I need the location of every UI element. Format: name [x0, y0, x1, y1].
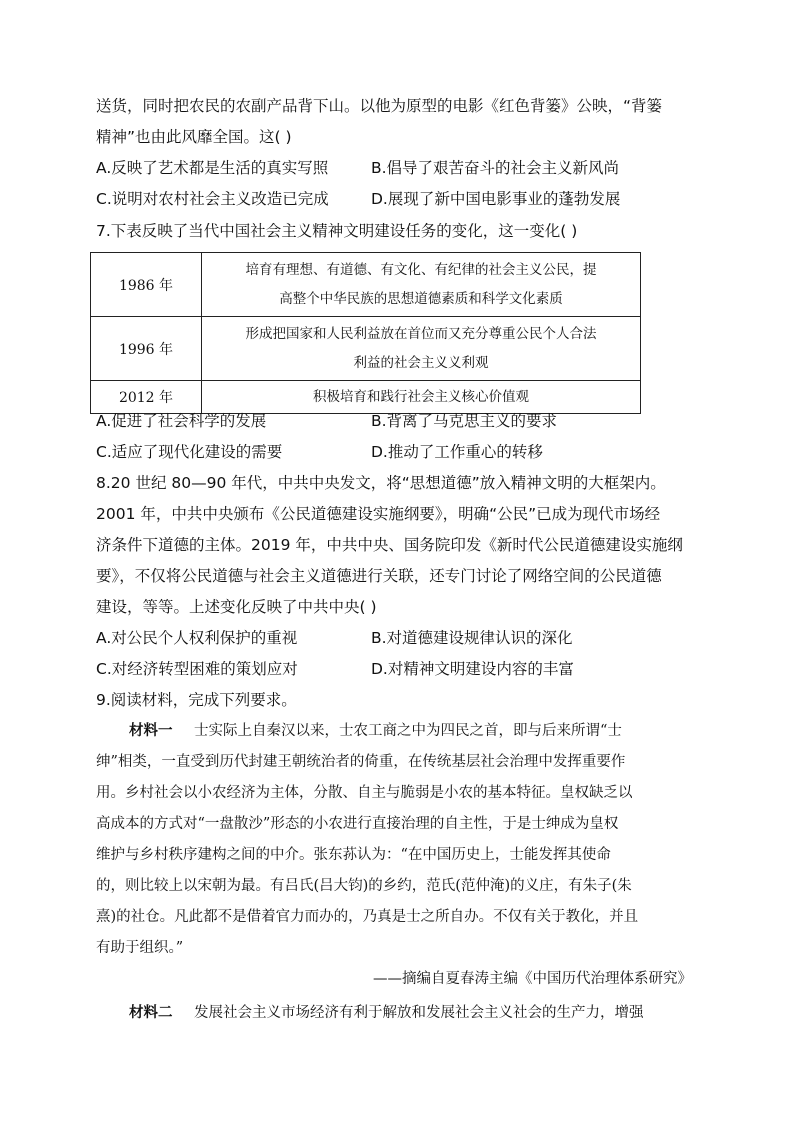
q7-option-c: C.适应了现代化建设的需要: [96, 443, 283, 461]
material-1-line: 士实际上自秦汉以来，士农工商之中为四民之首，即与后来所谓“士: [194, 723, 622, 739]
material-2-label: 材料二: [129, 1004, 173, 1021]
q6-option-d: D.展现了新中国电影事业的蓬勃发展: [371, 190, 621, 208]
q8-stem-line-1: 8.20 世纪 80—90 年代，中共中央发文，将“思想道德”放入精神文明的大框架内。: [96, 474, 666, 492]
material-1-source: ——摘编自夏春涛主编《中国历代治理体系研究》: [373, 971, 692, 987]
q8-option-b: B.对道德建设规律认识的深化: [371, 629, 573, 647]
q8-stem-line-5: 建设，等等。上述变化反映了中共中央( ): [96, 598, 377, 616]
q8-stem-line-4: 要》，不仅将公民道德与社会主义道德进行关联，还专门讨论了网络空间的公民道德: [96, 567, 662, 585]
q6-option-c: C.说明对农村社会主义改造已完成: [96, 190, 329, 208]
material-1-line: 的，则比较上以宋朝为最。有吕氏(吕大钧)的乡约，范氏(范仲淹)的义庄，有朱子(朱: [96, 878, 632, 894]
q6-stem-line-1: 送货，同时把农民的农副产品背下山。以他为原型的电影《红色背篓》公映，“背篓: [96, 97, 663, 115]
q8-option-a: A.对公民个人权利保护的重视: [96, 629, 298, 647]
q8-stem-line-2: 2001 年，中共中央颁布《公民道德建设实施纲要》，明确“公民”已成为现代市场经: [96, 505, 661, 523]
q8-option-d: D.对精神文明建设内容的丰富: [371, 660, 574, 678]
table-desc-line: 培育有理想、有道德、有文化、有纪律的社会主义公民，提: [245, 261, 597, 278]
q9-stem: 9.阅读材料，完成下列要求。: [96, 691, 297, 709]
material-1-line: 高成本的方式对“一盘散沙”形态的小农进行直接治理的自主性，于是士绅成为皇权: [96, 816, 619, 832]
q8-option-c: C.对经济转型困难的策划应对: [96, 660, 298, 678]
material-1-label: 材料一: [129, 722, 173, 739]
q6-stem-line-2: 精神”也由此风靡全国。这( ): [96, 128, 292, 146]
table-desc-cell: [202, 381, 641, 414]
table-desc-line: 积极培育和践行社会主义核心价值观: [313, 389, 529, 405]
q7-option-a: A.促进了社会科学的发展: [96, 412, 267, 430]
table-year-cell: 1986 年: [91, 253, 202, 317]
table-year-cell: 2012 年: [91, 381, 202, 414]
q6-option-a: A.反映了艺术都是生活的真实写照: [96, 159, 329, 177]
table-row: [91, 253, 641, 317]
q7-stem: 7.下表反映了当代中国社会主义精神文明建设任务的变化，这一变化( ): [96, 222, 578, 240]
table-desc-cell: [202, 317, 641, 381]
table-desc-line: 高整个中华民族的思想道德素质和科学文化素质: [279, 290, 563, 307]
table-year-cell: 1996 年: [91, 317, 202, 381]
q6-option-b: B.倡导了艰苦奋斗的社会主义新风尚: [371, 159, 620, 177]
material-1-line: 绅”相类，一直受到历代封建王朝统治者的倚重，在传统基层社会治理中发挥重要作: [96, 754, 626, 770]
table-row: [91, 381, 641, 414]
table-desc-line: 形成把国家和人民利益放在首位而又充分尊重公民个人合法: [245, 325, 597, 342]
q7-option-b: B.背离了马克思主义的要求: [371, 412, 558, 430]
table-desc-line: 利益的社会主义义利观: [353, 354, 489, 371]
table-desc-cell: [202, 253, 641, 317]
table-row: [91, 317, 641, 381]
q8-stem-line-3: 济条件下道德的主体。2019 年，中共中央、国务院印发《新时代公民道德建设实施纲: [96, 536, 683, 554]
material-2-line: 发展社会主义市场经济有利于解放和发展社会主义社会的生产力，增强: [194, 1005, 644, 1021]
material-1-line: 用。乡村社会以小农经济为主体，分散、自主与脆弱是小农的基本特征。皇权缺乏以: [96, 785, 633, 801]
material-1-line: 有助于组织。”: [96, 940, 184, 956]
material-1-line: 维护与乡村秩序建构之间的中介。张东荪认为：“在中国历史上，士能发挥其使命: [96, 847, 611, 863]
q7-table: [90, 252, 641, 414]
q7-option-d: D.推动了工作重心的转移: [371, 443, 543, 461]
material-1-line: 熹)的社仓。凡此都不是借着官力而办的，乃真是士之所自办。不仅有关于教化，并且: [96, 909, 639, 925]
